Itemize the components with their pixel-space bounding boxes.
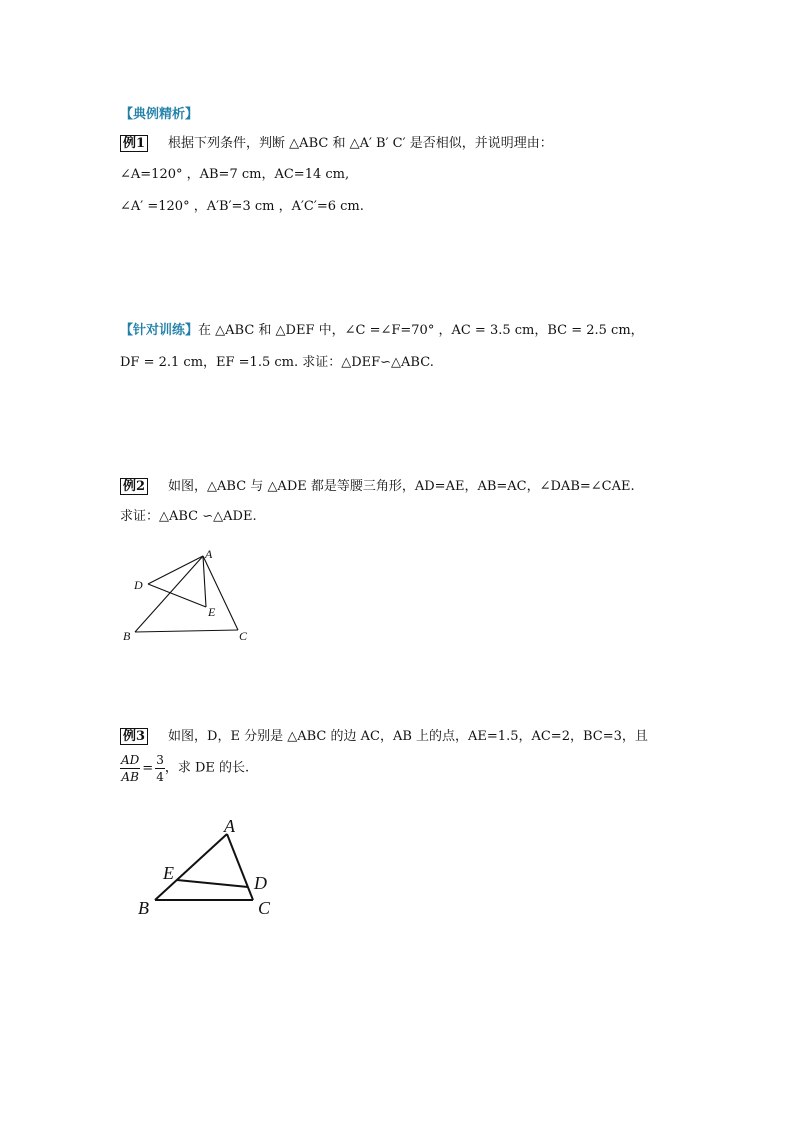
fig2-side-ab: [135, 556, 203, 632]
example1-text: 根据下列条件，判断 △ABC 和 △A′ B′ C′ 是否相似，并说明理由：: [168, 136, 553, 151]
example1-tag: 例1: [120, 135, 148, 152]
fig2-side-ae: [203, 556, 206, 607]
fig3-label-e: E: [163, 863, 174, 883]
fig2-side-de: [148, 584, 206, 607]
fig2-side-bc: [135, 630, 238, 632]
example2-figure: [115, 540, 275, 650]
fig3-side-ac: [227, 834, 253, 900]
example3-tail: ，求 DE 的长.: [164, 760, 250, 776]
fig2-side-ad: [148, 556, 203, 584]
equals-sign: =: [142, 760, 154, 776]
fig3-label-a: A: [224, 816, 235, 836]
training-title: 【针对训练】: [120, 323, 199, 338]
example1-line2: ∠A=120° ，AB=7 cm，AC=14 cm,: [120, 167, 350, 182]
fig2-label-c: C: [239, 629, 248, 643]
training-line1: [120, 322, 644, 340]
training-line2: DF = 2.1 cm，EF =1.5 cm. 求证：△DEF∽△ABC.: [120, 355, 434, 370]
fraction-ad-ab: [120, 752, 140, 785]
fraction-3-4-den: 4: [156, 770, 164, 784]
fig3-label-c: C: [258, 898, 271, 918]
fig2-label-e: E: [208, 605, 216, 619]
example1-line1: [120, 135, 553, 153]
example3-line1: [120, 728, 648, 746]
fig3-label-d: D: [254, 873, 267, 893]
example2-line1: [120, 478, 635, 496]
fraction-ad-ab-num: AD: [121, 753, 140, 767]
example2-line2: 求证：△ABC ∽△ADE.: [120, 509, 257, 524]
example3-line2: [120, 752, 249, 785]
fig2-label-d: D: [134, 578, 143, 592]
fig3-label-b: B: [138, 898, 149, 918]
example3-tag: 例3: [120, 728, 148, 745]
fraction-3-4: [155, 752, 165, 785]
example1-line3: ∠A′ =120° ，A′B′=3 cm ，A′C′=6 cm.: [120, 199, 364, 214]
fig2-label-a: A: [205, 547, 213, 561]
fig2-label-b: B: [123, 629, 131, 643]
fraction-ad-ab-den: AB: [121, 770, 139, 784]
example2-tag: 例2: [120, 478, 148, 495]
example2-text: 如图，△ABC 与 △ADE 都是等腰三角形，AD=AE，AB=AC，∠DAB=∠CAE.: [168, 479, 635, 494]
section-title: 【典例精析】: [120, 107, 199, 122]
example3-figure: [130, 810, 290, 925]
training-text1: 在 △ABC 和 △DEF 中，∠C =∠F=70° ，AC = 3.5 cm，BC = 2.5 cm，: [198, 323, 644, 338]
fig3-segment-de: [177, 880, 248, 887]
example3-text: 如图，D，E 分别是 △ABC 的边 AC，AB 上的点，AE=1.5，AC=2，BC=3，且: [168, 729, 648, 744]
fraction-3-4-num: 3: [156, 753, 164, 767]
